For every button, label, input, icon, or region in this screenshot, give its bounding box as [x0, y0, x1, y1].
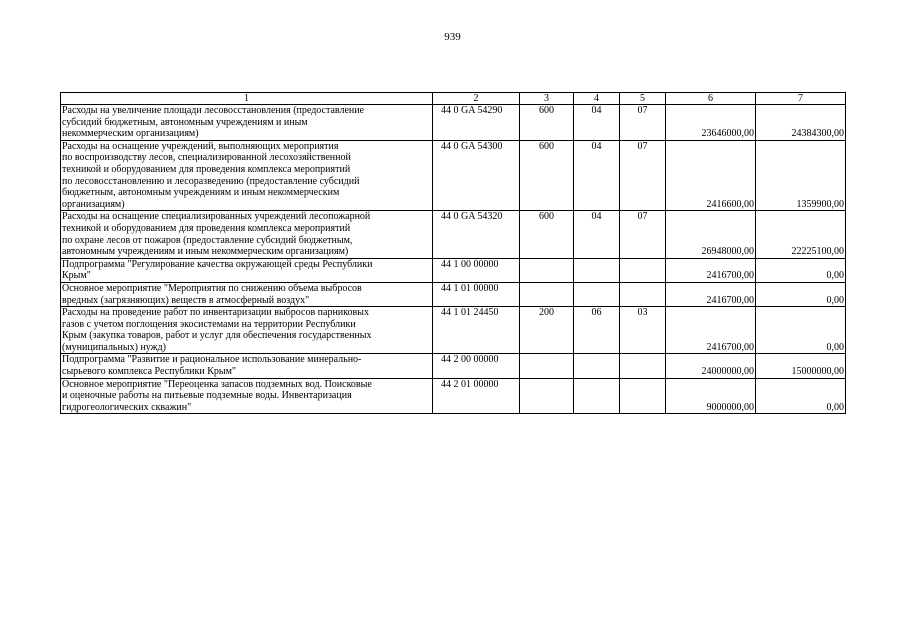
row-amount-7: 22225100,00: [756, 211, 846, 258]
row-description: Расходы на проведение работ по инвентаризации выбросов парниковых газов с учетом поглощения экосистемами на территории Республики Крым (закупка товаров, работ и услуг для обеспечения государственных (муниципальных) нужд): [61, 307, 433, 354]
row-col3: 600: [520, 140, 574, 211]
table-header-row: [61, 93, 846, 105]
row-col4: 06: [574, 307, 620, 354]
row-col3: [520, 354, 574, 378]
row-description: Расходы на увеличение площади лесовосстановления (предоставление субсидий бюджетным, автономным учреждениям и иным некоммерческим организациям): [61, 105, 433, 141]
row-col3: [520, 282, 574, 306]
row-description: Основное мероприятие "Переоценка запасов подземных вод. Поисковые и оценочные работы на питьевые подземные воды. Инвентаризация гидрогеологических скважин": [61, 378, 433, 414]
row-col3: [520, 258, 574, 282]
row-col5: [620, 378, 666, 414]
row-amount-6: 26948000,00: [666, 211, 756, 258]
row-code: 44 0 GA 54300: [433, 140, 520, 211]
row-col5: 07: [620, 105, 666, 141]
row-amount-7: 0,00: [756, 378, 846, 414]
row-code: 44 1 01 00000: [433, 282, 520, 306]
header-cell-1: 1: [61, 93, 433, 105]
row-col5: [620, 258, 666, 282]
header-cell-6: 6: [666, 93, 756, 105]
row-code: 44 2 00 00000: [433, 354, 520, 378]
row-amount-6: 9000000,00: [666, 378, 756, 414]
row-description: Расходы на оснащение специализированных учреждений лесопожарной техникой и оборудованием для проведения комплекса мероприятий по охране лесов от пожаров (предоставление субсидий бюджетным, автономным учреждениям и иным некоммерческим организациям): [61, 211, 433, 258]
row-col5: 07: [620, 140, 666, 211]
table-row: [61, 378, 846, 414]
row-col4: [574, 378, 620, 414]
row-amount-6: 23646000,00: [666, 105, 756, 141]
table-row: [61, 211, 846, 258]
row-col4: [574, 282, 620, 306]
row-amount-7: 1359900,00: [756, 140, 846, 211]
header-cell-7: 7: [756, 93, 846, 105]
row-amount-7: 15000000,00: [756, 354, 846, 378]
row-code: 44 2 01 00000: [433, 378, 520, 414]
row-col5: 03: [620, 307, 666, 354]
table-row: [61, 354, 846, 378]
page-number: 939: [444, 31, 461, 43]
row-amount-7: 0,00: [756, 258, 846, 282]
header-cell-3: 3: [520, 93, 574, 105]
row-col3: 600: [520, 105, 574, 141]
row-code: 44 0 GA 54290: [433, 105, 520, 141]
row-col5: [620, 354, 666, 378]
row-amount-7: 0,00: [756, 282, 846, 306]
row-code: 44 1 00 00000: [433, 258, 520, 282]
row-code: 44 1 01 24450: [433, 307, 520, 354]
table-row: [61, 140, 846, 211]
row-col3: 200: [520, 307, 574, 354]
row-amount-7: 0,00: [756, 307, 846, 354]
table-row: [61, 258, 846, 282]
row-col4: [574, 354, 620, 378]
row-col4: 04: [574, 211, 620, 258]
header-cell-4: 4: [574, 93, 620, 105]
budget-table: [60, 92, 846, 414]
table-row: [61, 105, 846, 141]
row-code: 44 0 GA 54320: [433, 211, 520, 258]
row-amount-6: 2416600,00: [666, 140, 756, 211]
row-col4: 04: [574, 140, 620, 211]
row-amount-6: 24000000,00: [666, 354, 756, 378]
row-description: Подпрограмма "Развитие и рациональное использование минерально- сырьевого комплекса Республики Крым": [61, 354, 433, 378]
table-row: [61, 307, 846, 354]
row-col4: [574, 258, 620, 282]
row-col4: 04: [574, 105, 620, 141]
row-col5: 07: [620, 211, 666, 258]
table-row: [61, 282, 846, 306]
row-amount-6: 2416700,00: [666, 282, 756, 306]
row-description: Расходы на оснащение учреждений, выполняющих мероприятия по воспроизводству лесов, специализированной лесохозяйственной техникой и оборудованием для проведения комплекса мероприятий по лесовосстановлению и лесоразведению (предоставление субсидий бюджетным, автономным учреждениям и иным некоммерческим организациям): [61, 140, 433, 211]
row-amount-6: 2416700,00: [666, 258, 756, 282]
row-col3: 600: [520, 211, 574, 258]
header-cell-5: 5: [620, 93, 666, 105]
row-col3: [520, 378, 574, 414]
row-amount-7: 24384300,00: [756, 105, 846, 141]
row-col5: [620, 282, 666, 306]
row-description: Подпрограмма "Регулирование качества окружающей среды Республики Крым": [61, 258, 433, 282]
header-cell-2: 2: [433, 93, 520, 105]
row-amount-6: 2416700,00: [666, 307, 756, 354]
row-description: Основное мероприятие "Мероприятия по снижению объема выбросов вредных (загрязняющих) веществ в атмосферный воздух": [61, 282, 433, 306]
